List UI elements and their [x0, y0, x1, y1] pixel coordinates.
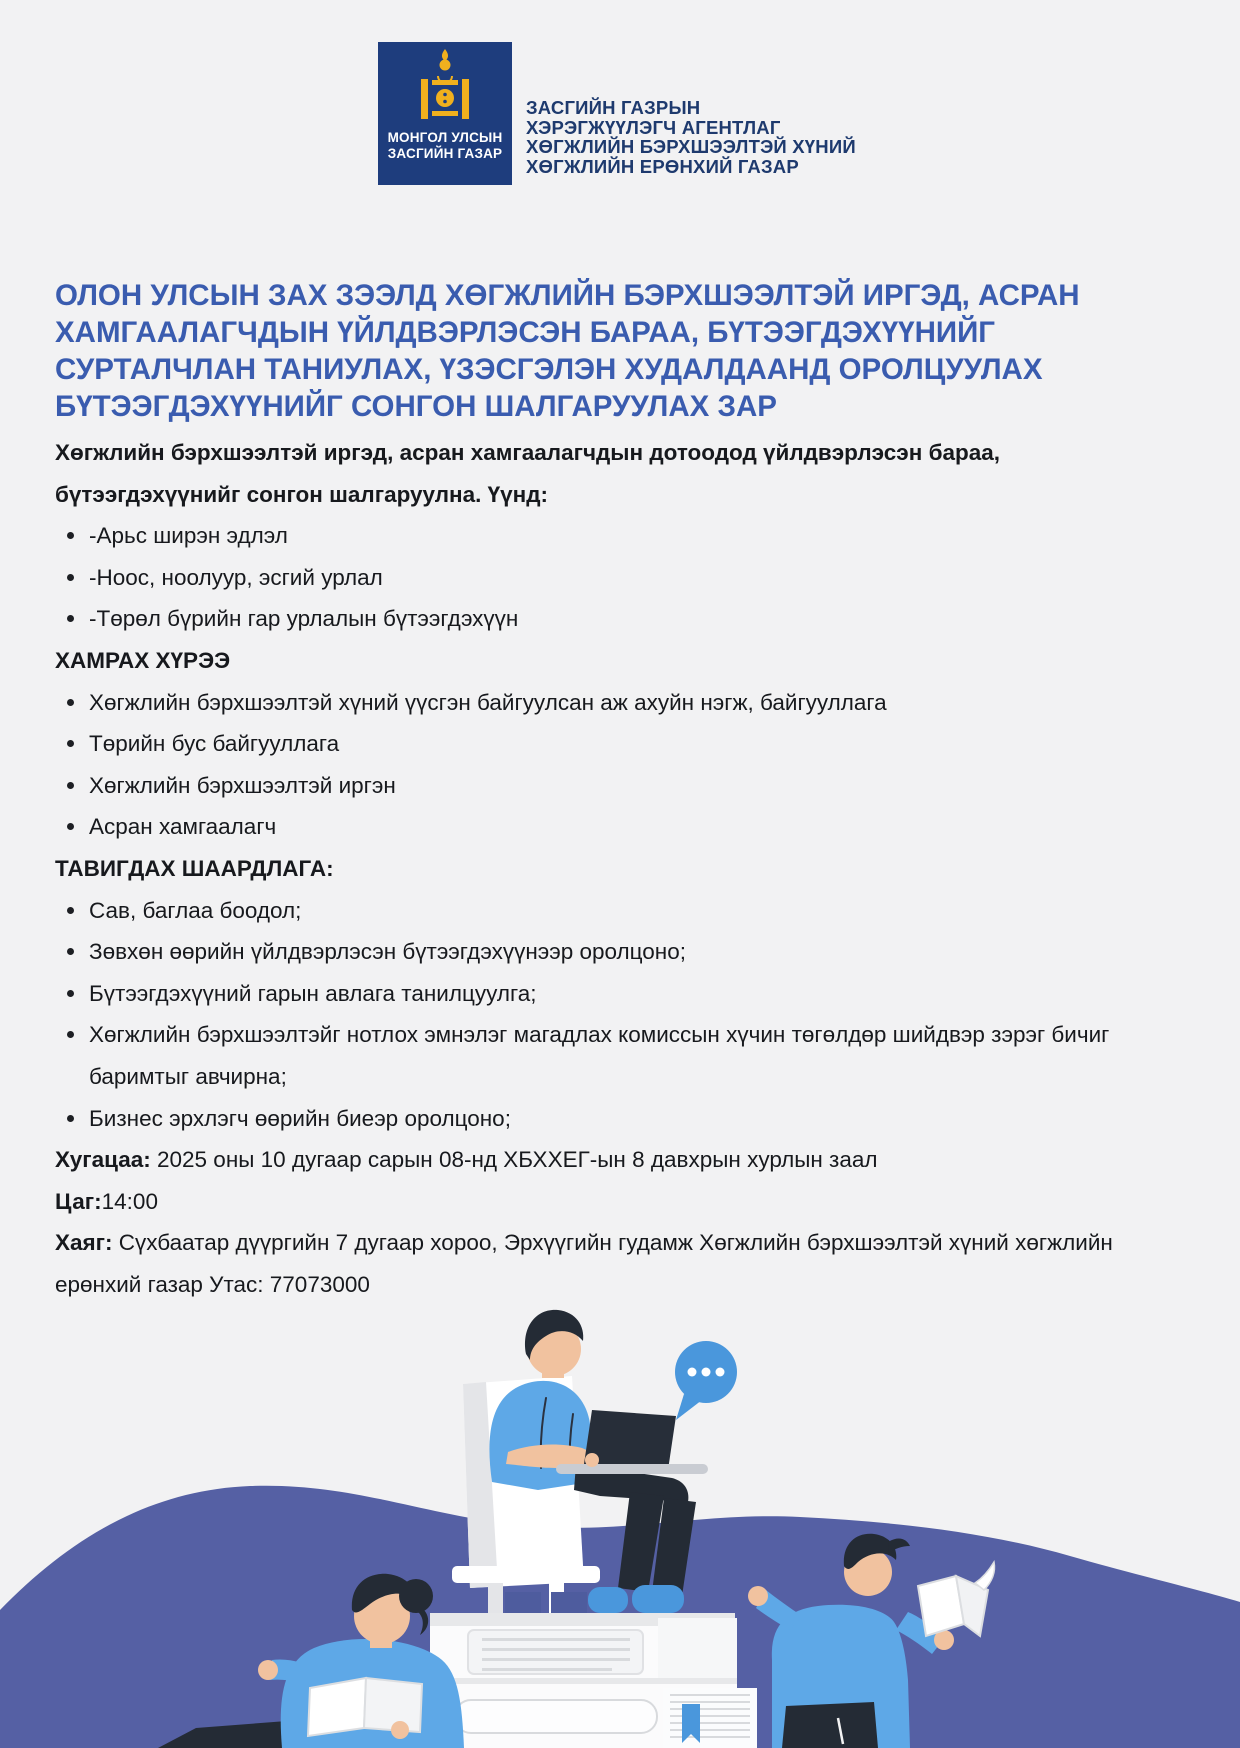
logo-caption-line: МОНГОЛ УЛСЫН: [387, 130, 503, 145]
list-item: Зөвхөн өөрийн үйлдвэрлэсэн бүтээгдэхүүнээр оролцоно;: [55, 931, 1182, 973]
intro-text: Хөгжлийн бэрхшээлтэй иргэд, асран хамгаалагчдын дотоодод үйлдвэрлэсэн бараа, бүтээгдэхүүнийг сонгон шалгаруулна. Үүнд:: [55, 440, 1000, 507]
event-date-label: Хугацаа:: [55, 1147, 151, 1173]
agency-name-line: ХЭРЭГЖҮҮЛЭГЧ АГЕНТЛАГ: [526, 116, 781, 138]
list-item: -Ноос, ноолуур, эсгий урлал: [55, 557, 1182, 599]
requirements-list: [55, 890, 1182, 1140]
list-item: Хөгжлийн бэрхшээлтэй иргэн: [55, 765, 1182, 807]
list-item: Асран хамгаалагч: [55, 806, 1182, 848]
list-item: Төрийн бус байгууллага: [55, 723, 1182, 765]
event-address-value: Сүхбаатар дүүргийн 7 дугаар хороо, Эрхүүгийн гудамж Хөгжлийн бэрхшээлтэй хүний хөгжлийн ерөнхий газар Утас: 77073000: [55, 1230, 1113, 1297]
page-title: [55, 277, 1185, 425]
agency-name-line: ЗАСГИЙН ГАЗРЫН: [526, 97, 701, 118]
page-title-line: ОЛОН УЛСЫН ЗАХ ЗЭЭЛД ХӨГЖЛИЙН БЭРХШЭЭЛТЭЙ ИРГЭД, АСРАН: [55, 279, 1080, 312]
event-time-value: 14:00: [101, 1188, 158, 1214]
list-item: -Арьс ширэн эдлэл: [55, 515, 1182, 557]
announcement-body: [55, 432, 1182, 1305]
list-item: Бүтээгдэхүүний гарын авлага танилцуулга;: [55, 973, 1182, 1015]
product-list: [55, 515, 1182, 640]
event-address-label: Хаяг:: [55, 1230, 113, 1256]
scope-list: [55, 682, 1182, 848]
event-date-row: [55, 1139, 1182, 1181]
list-item: Хөгжлийн бэрхшээлтэйг нотлох эмнэлэг магадлах комиссын хүчин төгөлдөр шийдвэр зэрэг бичиг баримтыг авчирна;: [55, 1014, 1182, 1097]
event-time-row: [55, 1181, 1182, 1223]
shoe: [588, 1587, 628, 1613]
agency-name-line: ХӨГЖЛИЙН БЭРХШЭЭЛТЭЙ ХҮНИЙ: [526, 136, 856, 157]
page-title-line: СУРТАЛЧЛАН ТАНИУЛАХ, ҮЗЭСГЭЛЭН ХУДАЛДААНД ОРОЛЦУУЛАХ: [55, 353, 1043, 386]
government-logo: [378, 42, 512, 185]
logo-caption: [388, 130, 503, 162]
reading-people-illustration: [0, 1300, 1240, 1748]
agency-name-line: ХӨГЖЛИЙН ЕРӨНХИЙ ГАЗАР: [526, 155, 799, 177]
event-address-row: [55, 1222, 1182, 1305]
list-item: Сав, баглаа боодол;: [55, 890, 1182, 932]
page-title-line: БҮТЭЭГДЭХҮҮНИЙГ СОНГОН ШАЛГАРУУЛАХ ЗАР: [55, 390, 777, 423]
section-heading-scope: ХАМРАХ ХҮРЭЭ: [55, 647, 231, 673]
page-title-line: ХАМГААЛАГЧДЫН ҮЙЛДВЭРЛЭСЭН БАРАА, БҮТЭЭГДЭХҮҮНИЙГ: [55, 316, 996, 349]
soyombo-emblem-icon: [415, 49, 475, 125]
shoe: [632, 1585, 684, 1613]
logo-caption-line: ЗАСГИЙН ГАЗАР: [387, 146, 503, 161]
event-date-value: 2025 оны 10 дугаар сарын 08-нд ХБХХЕГ-ын 8 давхрын хурлын заал: [150, 1147, 878, 1173]
book-stack: [430, 1592, 757, 1748]
section-heading-requirements: ТАВИГДАХ ШААРДЛАГА:: [55, 855, 334, 881]
chat-bubble-icon: [675, 1341, 737, 1420]
list-item: Бизнес эрхлэгч өөрийн биеэр оролцоно;: [55, 1098, 1182, 1140]
list-item: -Төрөл бүрийн гар урлалын бүтээгдэхүүн: [55, 598, 1182, 640]
list-item: Хөгжлийн бэрхшээлтэй хүний үүсгэн байгуулсан аж ахуйн нэгж, байгууллага: [55, 682, 1182, 724]
event-time-label: Цаг:: [55, 1188, 102, 1214]
header: [0, 0, 1240, 185]
agency-name: [526, 98, 856, 185]
page-edge-book: [663, 1688, 757, 1748]
